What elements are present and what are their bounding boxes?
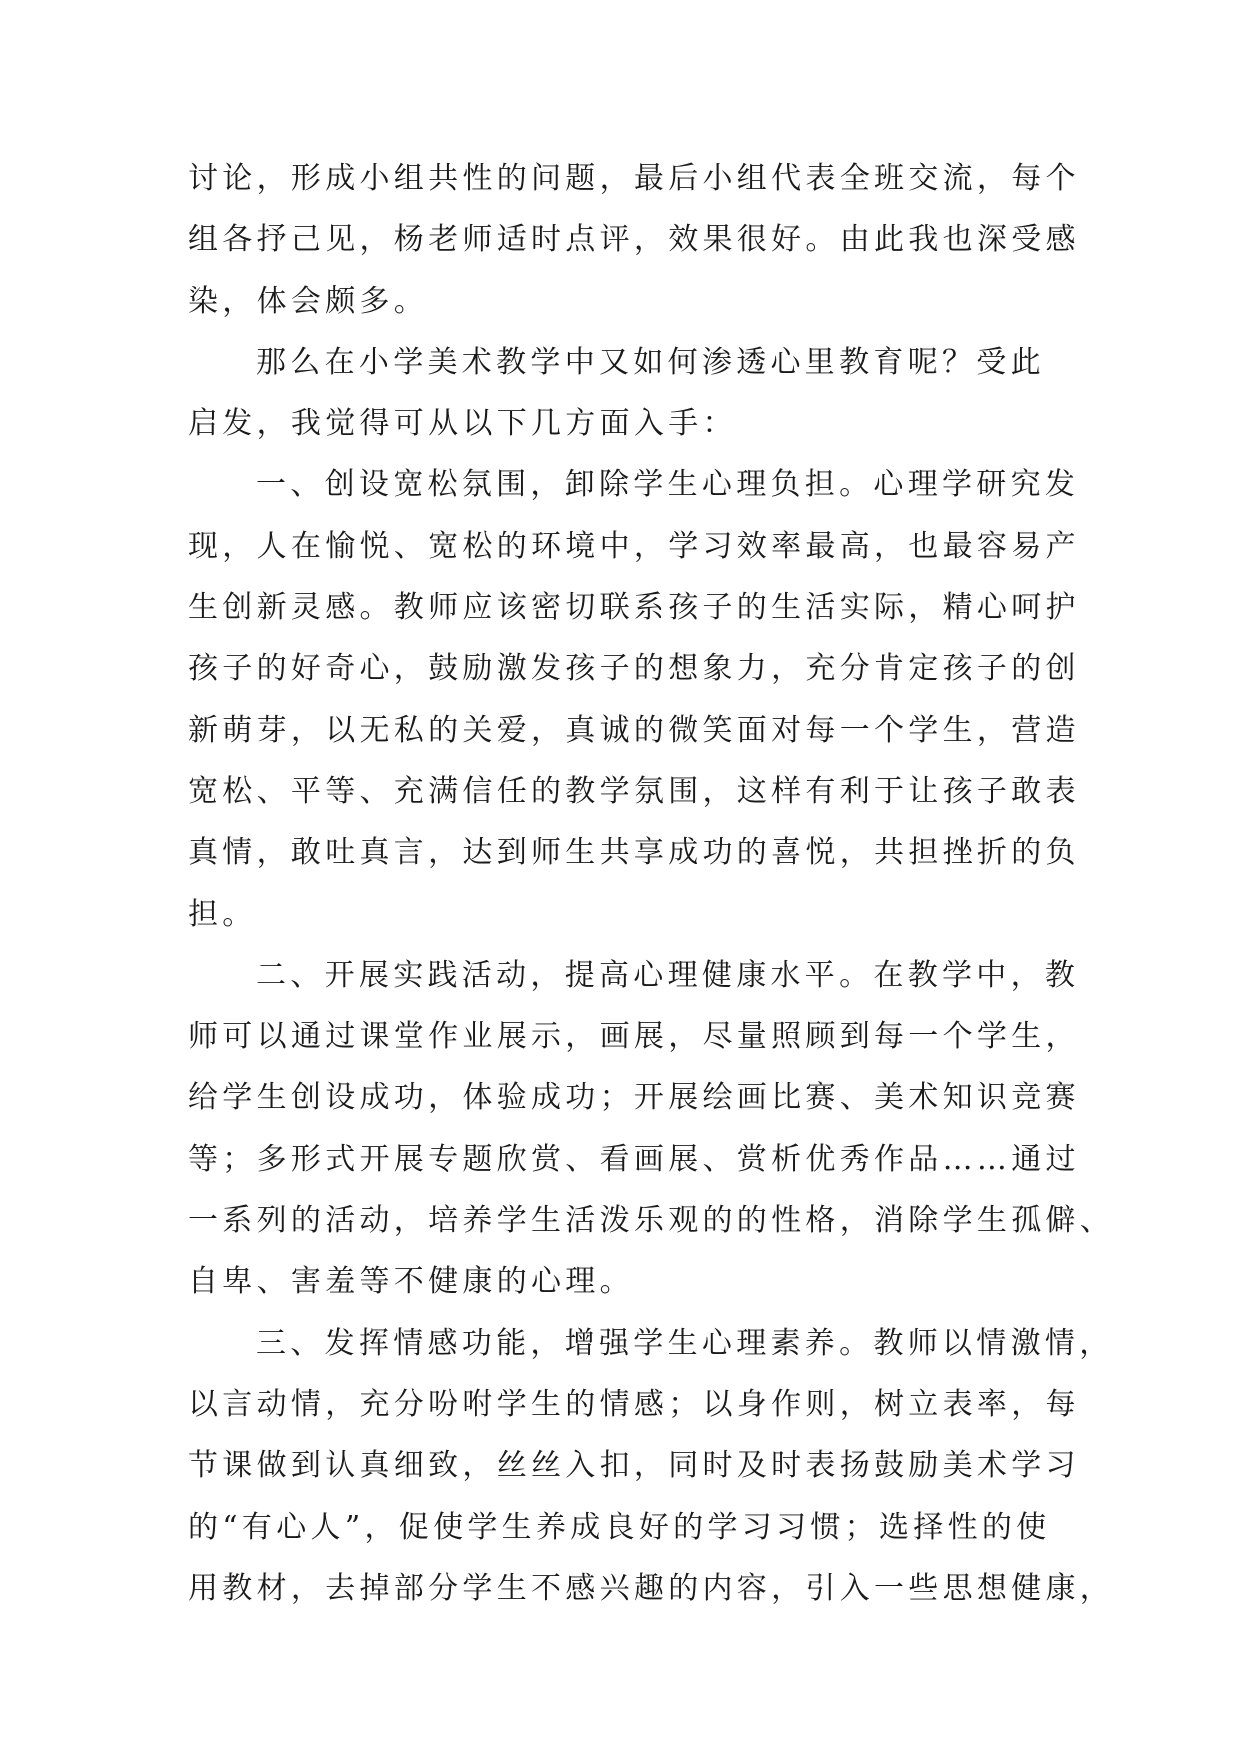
text-line: 生创新灵感。教师应该密切联系孩子的生活实际，精心呵护	[188, 590, 1080, 626]
text-line: 现，人在愉悦、宽松的环境中，学习效率最高，也最容易产	[188, 528, 1080, 564]
paragraph-first-line: 二、开展实践活动，提高心理健康水平。在教学中，教	[256, 957, 1080, 993]
paragraph-first-line: 一、创设宽松氛围，卸除学生心理负担。心理学研究发	[256, 467, 1080, 503]
text-line: 等；多形式开展专题欣赏、看画展、赏析优秀作品……通过	[188, 1141, 1080, 1177]
text-line: 自卑、害羞等不健康的心理。	[188, 1264, 634, 1300]
text-line: 用教材，去掉部分学生不感兴趣的内容，引入一些思想健康，	[188, 1570, 1115, 1606]
text-line: 新萌芽，以无私的关爱，真诚的微笑面对每一个学生，营造	[188, 712, 1080, 748]
text-line: 染，体会颇多。	[188, 283, 429, 319]
text-line: 组各抒己见，杨老师适时点评，效果很好。由此我也深受感	[188, 222, 1080, 258]
text-line: 师可以通过课堂作业展示，画展，尽量照顾到每一个学生，	[188, 1019, 1080, 1055]
text-line: 担。	[188, 896, 257, 932]
text-line: 的“有心人”，促使学生养成良好的学习习惯；选择性的使	[188, 1509, 1051, 1545]
text-line: 节课做到认真细致，丝丝入扣，同时及时表扬鼓励美术学习	[188, 1448, 1080, 1484]
text-line: 宽松、平等、充满信任的教学氛围，这样有利于让孩子敢表	[188, 773, 1080, 809]
text-line: 孩子的好奇心，鼓励激发孩子的想象力，充分肯定孩子的创	[188, 651, 1080, 687]
text-line: 给学生创设成功，体验成功；开展绘画比赛、美术知识竞赛	[188, 1080, 1080, 1116]
paragraph-first-line: 三、发挥情感功能，增强学生心理素养。教师以情激情，	[256, 1325, 1114, 1361]
text-line: 启发，我觉得可从以下几方面入手：	[188, 406, 737, 442]
text-line: 讨论，形成小组共性的问题，最后小组代表全班交流，每个	[188, 161, 1080, 196]
text-line: 真情，敢吐真言，达到师生共享成功的喜悦，共担挫折的负	[188, 835, 1080, 871]
text-line: 一系列的活动，培养学生活泼乐观的的性格，消除学生孤僻、	[188, 1203, 1115, 1239]
paragraph-first-line: 那么在小学美术教学中又如何渗透心里教育呢？受此	[256, 344, 1045, 380]
document-body	[188, 148, 1115, 1619]
text-line: 以言动情，充分吩咐学生的情感；以身作则，树立表率，每	[188, 1386, 1080, 1422]
